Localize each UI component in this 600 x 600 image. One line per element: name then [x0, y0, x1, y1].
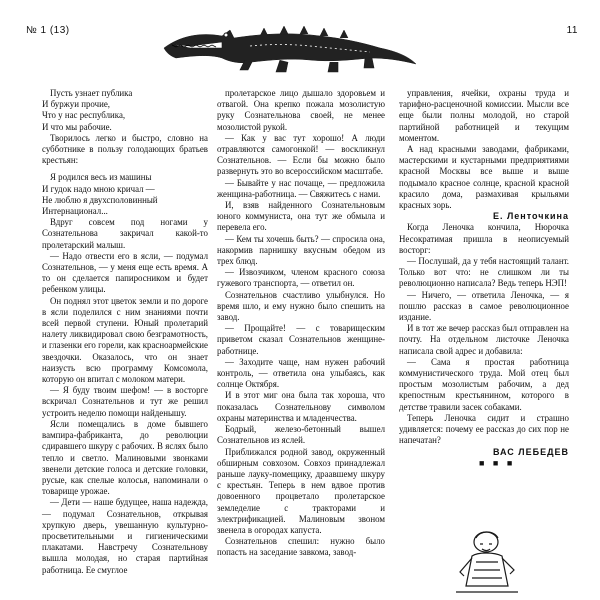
paragraph: — Надо отвести его в ясли, — подумал Сознательнов, — у меня еще есть время. А то он сделается папиросником и будет ребенком улицы.	[42, 250, 208, 295]
figure-sketch-illustration	[452, 526, 522, 596]
paragraph: Теперь Леночка сидит и страшно удивляется: почему ее рассказ до сих пор не напечатан?	[399, 412, 569, 446]
paragraph: Сознательнов счастливо улыбнулся. Но время шло, и ему нужно было спешить на завод.	[217, 289, 385, 323]
paragraph: Вдруг совсем под ногами у Сознательнова закричал какой-то пролетарский малыш.	[42, 217, 208, 250]
paragraph: пролетарское лицо дышало здоровьем и отвагой. Она крепко пожала мозолистую руку Сознательнова своей, не менее мозолистой рукой.	[217, 88, 385, 132]
paragraph: управления, ячейки, охраны труда и тарифно-расценочной комиссии. Мысли все еще были полны молодой, но старой партийной работницей и текущим моментом.	[399, 88, 569, 143]
page-number: 11	[566, 25, 578, 36]
paragraph: — Извозчиком, членом красного союза гужевого транспорта, — ответил он.	[217, 267, 385, 289]
paragraph: Творилось легко и быстро, словно на субботнике в пользу голодающих братьев крестьян:	[42, 132, 208, 166]
column-1	[42, 88, 208, 576]
paragraph: Приближался родной завод, окруженный обширным совхозом. Совхоз принадлежал раньше лауку-помещику, драавшему шкуру с крестьян. Теперь в нем вдвое против довоенного процветало пролетарское земледелие с тракторами и электрификацией. Малиновым звоном звенела в огородах капуста.	[217, 446, 385, 535]
paragraph: — Как у вас тут хорошо! А люди отравляются самогонкой! — воскликнул Сознательнов. — Если бы можно было развернуть это во всероссийском масштабе.	[217, 132, 385, 177]
paragraph: — Бывайте у нас почаще, — предложила женщина-работница. — Свяжитесь с нами.	[217, 177, 385, 199]
paragraph: — Прощайте! — с товарищеским приветом сказал Сознательнов женщине-работнице.	[217, 323, 385, 356]
column-3	[399, 88, 569, 469]
paragraph: Сознательнов спешил: нужно было попасть на заседание завкома, завод-	[217, 536, 385, 558]
paragraph: — Послушай, да у тебя настоящий талант. Только вот что: не слишком ли ты революционно написала? Ведь теперь НЭП!	[399, 256, 569, 289]
paragraph: И в этот миг она была так хороша, что показалась Сознательнову символом охраны материнства и младенчества.	[217, 390, 385, 423]
issue-number: № 1 (13)	[26, 25, 70, 36]
paragraph: И, взяв найденного Сознательновым юного коммуниста, она тут же обмыла и перевела его.	[217, 200, 385, 233]
paragraph: — Ничего, — ответила Леночка, — я пошлю рассказ в самое революционное издание.	[399, 289, 569, 323]
verse-1: Пусть узнает публика И буржуи прочие, Что у нас республика, И что мы рабочие.	[42, 88, 133, 132]
paragraph: Ясли помещались в доме бывшего вампира-фабриканта, до революции сдиравшего шкуру с рабочих. В яслях было тепло и светло. Малиновыми звонками звенели детские голоса и детские головки, русые, как спелые колосья, напоминали о товарище урожае.	[42, 418, 208, 497]
paragraph: Бодрый, железо-бетонный вышел Сознательнов из яслей.	[217, 424, 385, 446]
paragraph: — Дети — наше будущее, наша надежда, — подумал Сознательнов, открывая хрупкую дверь, увешанную культурно-просветительными и гигиеническими плакатами. Навстречу Сознательнову вышла молодая, но старая партийная работница. Ее смуглое	[42, 497, 208, 575]
paragraph: А над красными заводами, фабриками, мастерскими и кустарными предприятиями красной Москвы все выше и выше подымало красное солнце, красной красной красило дома, размахивая крыльями красных зорь.	[399, 144, 569, 211]
paragraph: Он поднял этот цветок земли и по дороге в ясли поделился с ним знаниями почти всей первой ступени. Юный пролетарий налету ликвидировал свою безграмотность, и глазенки его горели, как красноармейские звездочки. Оказалось, что он знает наизусть всю программу Комсомола, которую он впитал с молоком матери.	[42, 295, 208, 385]
story-author-signature: Е. Ленточкина	[492, 211, 569, 222]
paragraph: — Заходите чаще, нам нужен рабочий контроль, — ответила она улыбаясь, как солнце Октября.	[217, 356, 385, 390]
verse-2: Я родился весь из машины И гудок надо мною кричал — Не люблю я двухсполовинный Интернационал...	[42, 172, 158, 217]
paragraph: — Сама я простая работница коммунистического труда. Мой отец был простым мозолистым рабочим, а дед крепостным крестьянином, которого в детстве травили засек собаками.	[399, 356, 569, 412]
column-2	[217, 88, 385, 559]
crocodile-illustration	[160, 18, 420, 76]
paragraph: И в тот же вечер рассказ был отправлен на почту. На отдельном листочке Леночка написала свой адрес и добавила:	[399, 323, 569, 356]
end-mark: ■ ■ ■	[479, 457, 516, 468]
paragraph: — Я буду твоим шефом! — в восторге вскричал Сознательнов и тут же решил устроить неделю помощи найденышу.	[42, 385, 208, 418]
article-author-signature: ВАС ЛЕБЕДЕВ	[492, 446, 569, 457]
paragraph: — Кем ты хочешь быть? — спросила она, накормив парнишку вкусным обедом из трех блюд.	[217, 233, 385, 267]
paragraph: Когда Леночка кончила, Нюрочка Несократимая пришла в неописуемый восторг:	[399, 222, 569, 255]
